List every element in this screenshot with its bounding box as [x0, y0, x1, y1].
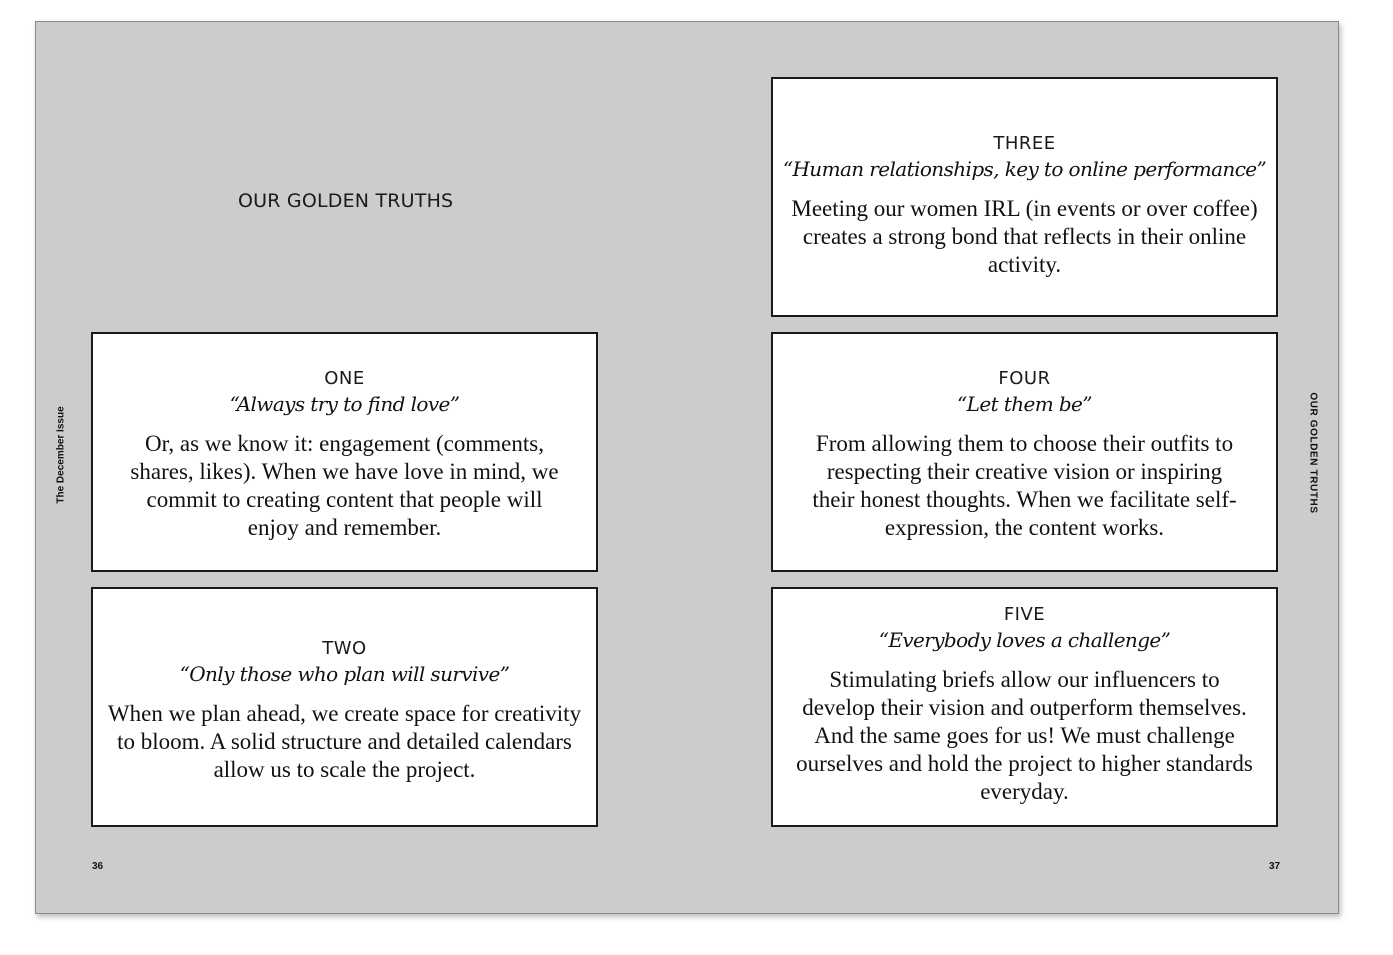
truth-quote: “Human relationships, key to online performance”: [782, 157, 1267, 181]
truth-card-four: [771, 332, 1278, 572]
truth-card-one: [91, 332, 598, 572]
truth-number: THREE: [993, 133, 1056, 154]
page-number-right: 37: [1269, 861, 1281, 872]
truth-quote: “Always try to find love”: [229, 392, 460, 416]
truth-body: Meeting our women IRL (in events or over coffee) creates a strong bond that reflects in their online activity.: [791, 196, 1258, 277]
section-side-label: OUR GOLDEN TRUTHS: [1307, 392, 1319, 514]
page-title: OUR GOLDEN TRUTHS: [238, 190, 454, 212]
truth-body: When we plan ahead, we create space for creativity to bloom. A solid structure and detailed calendars allow us to scale the project.: [107, 701, 582, 782]
truth-number: ONE: [324, 368, 365, 389]
truth-number: FIVE: [1003, 604, 1046, 625]
truth-body: Stimulating briefs allow our influencers to develop their vision and outperform themselves. And the same goes for us! We must challenge ourselves and hold the project to higher standards everyday.: [796, 667, 1253, 804]
truth-number: TWO: [322, 638, 367, 659]
truth-card-five: [771, 587, 1278, 827]
issue-side-label: The December Issue: [55, 406, 67, 504]
truth-body: From allowing them to choose their outfits to respecting their creative vision or inspiring their honest thoughts. When we facilitate self-expression, the content works.: [812, 431, 1237, 540]
truth-quote: “Everybody loves a challenge”: [878, 628, 1171, 652]
truth-card-two: [91, 587, 598, 827]
truth-card-three: [771, 77, 1278, 317]
page-number-left: 36: [92, 861, 104, 872]
truth-quote: “Let them be”: [957, 392, 1092, 416]
truth-number: FOUR: [998, 368, 1051, 389]
truth-body: Or, as we know it: engagement (comments, shares, likes). When we have love in mind, we commit to creating content that people will enjoy and remember.: [130, 431, 559, 540]
truth-quote: “Only those who plan will survive”: [179, 662, 510, 686]
